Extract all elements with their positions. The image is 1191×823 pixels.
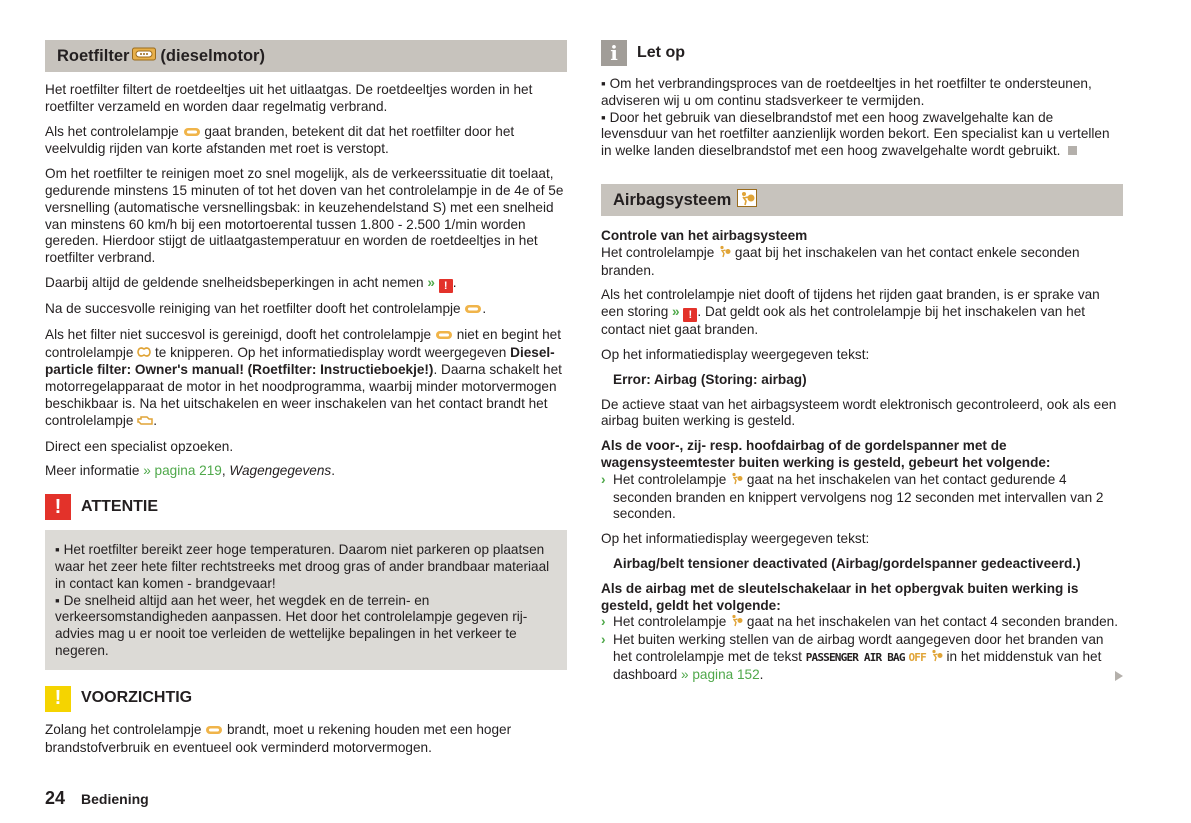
display-message: Airbag/belt tensioner deactivated (Airbag/gordelspanner gedeactiveerd.) (613, 555, 1081, 571)
diesel-filter-lamp-icon (464, 302, 482, 319)
paragraph: Op het informatiedisplay weergegeven tekst: (601, 531, 870, 547)
bullet-icon: › (601, 471, 606, 487)
text: Het buiten werking stellen van de airbag wordt aangegeven door het branden van het controlelampje met de tekst (613, 632, 1104, 664)
paragraph (601, 245, 1123, 280)
text: De snelheid altijd aan het weer, het wegdek en de terrein- en verkeersomstandigheden aanpassen. Het door het controlelampje gegeven rij-advies mag u er nooit toe verleiden de wettelijke bepalingen in het verkeer te negeren. (55, 592, 528, 658)
page-footer (45, 790, 149, 808)
attentie-box (45, 530, 567, 670)
off-label: OFF (908, 650, 926, 664)
paragraph: Om het roetfilter te reinigen moet zo snel mogelijk, als de verkeerssituatie dit toelaat, gedurende minstens 15 minuten of tot het doven van het controlelampje in de 4e of 5e versnelling (automatische versnellingsbak: in keuzehendelstand S) met een snelheid van minstens 60 km/h bij een motortoerental tussen 1.800 - 2.500 1/min worden gereden. Hierdoor stijgt de uitlaatgastemperatuur en worden de roetdeeltjes in het roetfilter verbrand. (45, 166, 564, 266)
text: Het roetfilter bereikt zeer hoge temperaturen. Daarom niet parkeren op plaatsen waar het zeer hete filter rechtstreeks met droog gras of ander brandbaar materiaal in contact kan komen - brandgevaar! (55, 542, 550, 591)
warning-symbol-icon[interactable]: ! (683, 308, 697, 322)
airbag-heading (601, 184, 1123, 216)
paragraph: Na de succesvolle reiniging van het roetfilter dooft het controlelampje . (45, 301, 567, 319)
text: Als het controlelampje niet dooft of tijdens het rijden gaat branden, is er sprake van een storing (601, 287, 1100, 320)
glow-plug-lamp-icon (137, 346, 151, 363)
text: Het controlelampje (601, 244, 715, 260)
reference-arrow[interactable]: » (427, 274, 435, 290)
text (613, 614, 1118, 632)
voorzichtig-bar (45, 686, 567, 712)
text: Daarbij altijd de geldende snelheidsbeperkingen in acht nemen (45, 274, 424, 290)
text: Het buiten werking stellen van de airbag wordt aangegeven door het branden van het controlelampje met de tekst PASSENGER AIR BAG OFF in het middenstuk van het dashboard » pagina 152. (613, 632, 1104, 682)
text: Na de succesvolle reiniging van het roetfilter dooft het controlelampje (45, 300, 461, 316)
paragraph (45, 124, 567, 159)
reference-arrow[interactable]: » (672, 304, 680, 320)
text: Als het filter niet succesvol is gereinigd, dooft het controlelampje (45, 326, 432, 342)
diesel-filter-lamp-icon (435, 328, 453, 345)
text: Het controlelampje (613, 471, 727, 487)
subheading: Als de voor-, zij- resp. hoofdairbag of de gordelspanner met de wagensysteemtester buiten werking is gesteld, gebeurt het volgende: (601, 438, 1051, 470)
text: brandt, moet u rekening houden met een hoger brandstofverbruik en eventueel ook verminderd motorvermogen. (45, 721, 512, 755)
info-icon: i (601, 40, 627, 66)
letop-bar (601, 40, 1123, 66)
heading-text: Roetfilter (57, 46, 130, 65)
airbag-lamp-icon (730, 472, 743, 490)
letop-item: ▪ Om het verbrandingsproces van de roetdeeltjes in het roetfilter te ondersteunen, adviseren wij u om continu stadsverkeer te vermijden. (601, 76, 1092, 108)
roetfilter-heading (45, 40, 567, 72)
voorzichtig-title: VOORZICHTIG (81, 689, 193, 707)
letop-title: Let op (637, 43, 685, 61)
page-link[interactable]: » pagina 152 (681, 666, 760, 682)
warning-icon: ! (45, 494, 71, 520)
display-message: Error: Airbag (Storing: airbag) (613, 371, 807, 387)
attentie-item: ▪ Het roetfilter bereikt zeer hoge temperaturen. Daarom niet parkeren op plaatsen waar het zeer hete filter rechtstreeks met droog gras of ander brandbaar materiaal in contact kan komen - brandgevaar! (55, 542, 550, 591)
text: . Dat geldt ook als het controlelampje bij het inschakelen van het contact niet gaat branden. (601, 304, 1086, 338)
text: gaat na het inschakelen van het contact gedurende 4 seconden branden en knippert vervolgens nog 12 seconden met intervallen van 2 seconden. (613, 471, 1104, 522)
left-column (45, 40, 567, 764)
airbag-icon (737, 189, 757, 211)
attentie-bar (45, 494, 567, 520)
warning-symbol-icon[interactable]: ! (439, 279, 453, 293)
list-item (601, 614, 1123, 632)
text: Door het gebruik van dieselbrandstof met een hoog zwavelgehalte kan de levensduur van het roetfilter aanzienlijk worden bekort. Een specialist kan u vertellen in welke landen dieselbrandstof met een hoog zwavelgehalte wordt gebruikt. (601, 109, 1110, 159)
diesel-filter-lamp-icon (183, 125, 201, 142)
section-end-marker (1068, 146, 1077, 155)
paragraph: Direct een specialist opzoeken. (45, 438, 234, 454)
caution-icon: ! (45, 686, 71, 712)
page-link[interactable]: » pagina 219 (143, 463, 222, 479)
subheading: Controle van het airbagsysteem (601, 227, 808, 243)
paragraph (601, 287, 1123, 339)
passenger-airbag-label: PASSENGER AIR BAG (805, 650, 905, 664)
text: gaat branden, betekent dit dat het roetfilter door het veelvuldig rijden van korte afstanden met roet is verstopt. (45, 123, 515, 157)
text: niet en begint het controlelampje (45, 326, 561, 360)
subheading: Als de airbag met de sleutelschakelaar in het opbergvak buiten werking is gesteld, geldt het volgende: (601, 580, 1079, 613)
paragraph: Als het filter niet succesvol is gereinigd, dooft het controlelampje niet en begint het controlelampje te knipperen. Op het informatiedisplay wordt weergegeven Diesel-particle filter: Owner's manual! (Roetfilter: Instructieboekje!). Daarna schakelt het motorregelapparaat de motor in het noodprogramma, waarbij minder motorvermogen beschikbaar is. Na het uitschakelen en weer inschakelen van het contact brandt het controlelampje . (45, 327, 567, 431)
paragraph: Meer informatie » pagina 219, Wagengegevens. (45, 463, 335, 479)
letop-item: ▪ Door het gebruik van dieselbrandstof met een hoog zwavelgehalte kan de levensduur van het roetfilter aanzienlijk worden bekort. Een specialist kan u vertellen in welke landen dieselbrandstof met een hoog zwavelgehalte wordt gebruikt. (601, 109, 1110, 159)
paragraph: Daarbij altijd de geldende snelheidsbeperkingen in acht nemen » ! . (45, 274, 457, 292)
paragraph (45, 722, 567, 757)
text: Meer informatie (45, 463, 140, 479)
diesel-filter-lamp-icon (205, 723, 223, 740)
airbag-lamp-icon (718, 245, 731, 263)
engine-lamp-icon (137, 414, 153, 431)
airbag-lamp-icon (730, 614, 743, 632)
bullet-icon: › (601, 632, 606, 648)
right-column (601, 40, 1123, 684)
page-number: 24 (45, 788, 66, 808)
text: Om het verbrandingsproces van de roetdeeltjes in het roetfilter te ondersteunen, adviseren wij u om continu stadsverkeer te vermijden. (601, 76, 1092, 108)
attentie-item: ▪ De snelheid altijd aan het weer, het wegdek en de terrein- en verkeersomstandigheden aanpassen. Het door het controlelampje gegeven rij-advies mag u er nooit toe verleiden de wettelijke bepalingen in het verkeer te negeren. (55, 592, 528, 658)
text: te knipperen. Op het informatiedisplay wordt weergegeven (154, 344, 507, 360)
text: gaat bij het inschakelen van het contact enkele seconden branden. (601, 244, 1080, 278)
text: Wagengegevens (229, 463, 332, 479)
diesel-filter-icon (132, 47, 156, 65)
text: Het controlelampje (613, 614, 727, 630)
paragraph: Het roetfilter filtert de roetdeeltjes uit het uitlaatgas. De roetdeeltjes worden in het roetfilter verzameld en worden daar regelmatig verbrand. (45, 82, 533, 114)
attentie-title: ATTENTIE (81, 497, 159, 515)
text: . Daarna schakelt het motorregelapparaat de motor in het noodprogramma, waarbij minder motorvermogen beschikbaar is. Na het uitschakelen en weer inschakelen van het contact brandt het controlelampje (45, 362, 562, 428)
bullet-icon: › (601, 614, 606, 630)
text: gaat na het inschakelen van het contact 4 seconden branden. (746, 614, 1118, 630)
text: Als het controlelampje (45, 123, 179, 139)
text: in het middenstuk van het dashboard (613, 648, 1102, 682)
paragraph: Op het informatiedisplay weergegeven tekst: (601, 346, 870, 362)
airbag-lamp-icon (930, 649, 943, 667)
display-message: Diesel-particle filter: Owner's manual! (Roetfilter: Instructieboekje!) (45, 344, 555, 378)
section-name: Bediening (81, 791, 149, 807)
list-item (601, 632, 1123, 683)
continue-marker (1115, 671, 1123, 681)
list-item (601, 472, 1123, 523)
heading-suffix: (dieselmotor) (160, 46, 265, 65)
text: Zolang het controlelampje (45, 721, 202, 737)
paragraph: De actieve staat van het airbagsysteem wordt elektronisch gecontroleerd, ook als een airbag buiten werking is gesteld. (601, 396, 1117, 429)
heading-text: Airbagsysteem (613, 190, 732, 209)
text (613, 472, 1123, 523)
